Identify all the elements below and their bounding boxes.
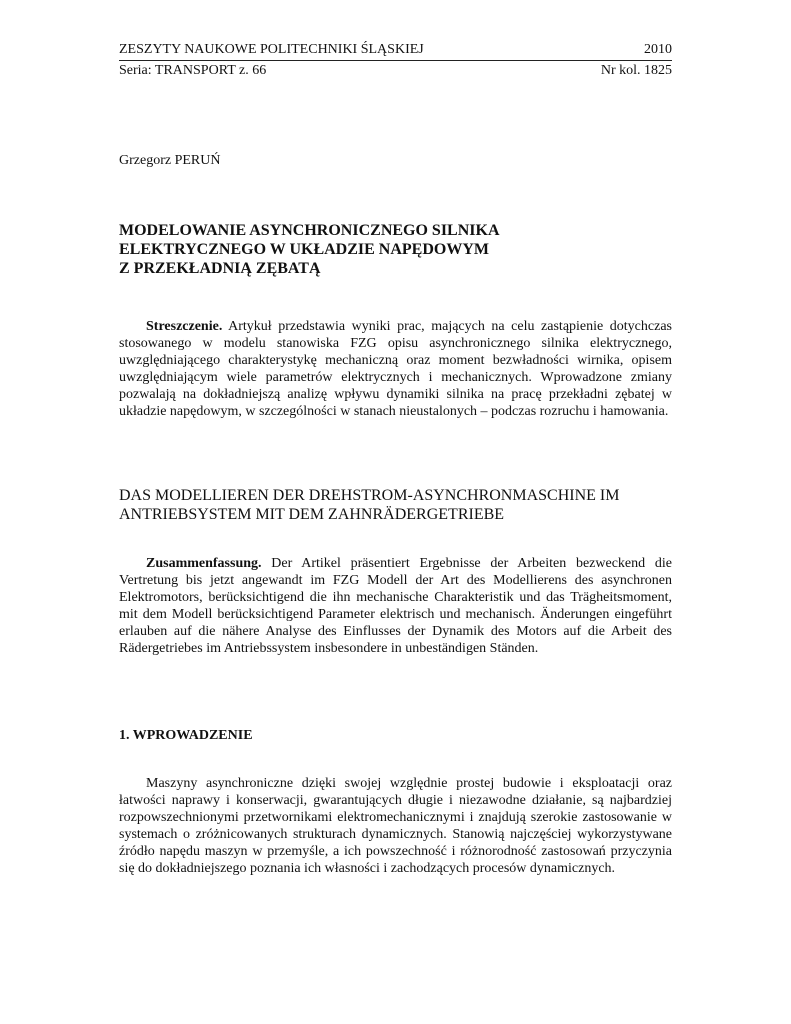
paper-title — [119, 221, 672, 278]
introduction-paragraph: Maszyny asynchroniczne dzięki swojej względnie prostej budowie i eksploatacji oraz łatwości naprawy i konserwacji, gwarantujących długie i niezawodne działanie, są najbardziej rozpowszechnionymi przetwornikami elektromechanicznymi i znajdują szerokie zastosowanie w systemach o zróżnicowanych strukturach dynamicznych. Stanowią najczęściej wykorzystywane źródło napędu maszyn w przemyśle, a ich powszechność i różnorodność zastosowań przyczynia się do dokładniejszego poznania ich własności i zachodzących procesów dynamicznych. — [119, 776, 672, 877]
series-label: Seria: TRANSPORT z. 66 — [119, 63, 267, 78]
german-title-line: DAS MODELLIEREN DER DREHSTROM-ASYNCHRONMASCHINE IM — [119, 487, 620, 504]
title-line: ELEKTRYCZNEGO W UKŁADZIE NAPĘDOWYM — [119, 241, 490, 258]
abstract-german — [119, 555, 672, 658]
zusammenfassung-label: Zusammenfassung. — [146, 556, 262, 571]
author-name: Grzegorz PERUŃ — [119, 153, 221, 168]
german-title — [119, 486, 679, 524]
abstract-label: Streszczenie. — [146, 319, 223, 334]
zusammenfassung-text: Der Artikel präsentiert Ergebnisse der Arbeiten bezweckend die Vertretung bis jetzt angewandt im FZG Modell der Art des Modellierens des asynchronen Elektromotors, berücksichtigend die ihn mechanische Charakteristik und das Trägheitsmoment, mit dem Modell berücksichtigend Parameter elektrisch und mechanisch. Änderungen eingeführt erlauben auf die nähere Analyse des Einflusses der Dynamik des Motors auf die Arbeit des Rädergetriebes im Antriebssystem insbesondere in unbeständigen Ständen. — [119, 556, 672, 657]
header-rule — [119, 60, 672, 61]
abstract-text: Artykuł przedstawia wyniki prac, mających na celu zastąpienie dotychczas stosowanego w modelu stanowiska FZG opisu asynchronicznego silnika elektrycznego, uwzględniającego charakterystykę mechaniczną oraz moment bezwładności wirnika, opisem uwzględniającym wiele parametrów elektrycznych i mechanicznych. Wprowadzone zmiany pozwalają na dokładniejszą analizę wpływu dynamiki silnika na pracę przekładni zębatej w układzie napędowym, w szczególności w stanach nieustalonych – podczas rozruchu i hamowania. — [119, 319, 672, 420]
issue-number: Nr kol. 1825 — [600, 63, 672, 78]
running-header — [119, 42, 672, 58]
series-line — [119, 63, 672, 79]
german-title-line: ANTRIEBSYSTEM MIT DEM ZAHNRÄDERGETRIEBE — [119, 506, 505, 523]
journal-year: 2010 — [644, 42, 672, 57]
journal-name: ZESZYTY NAUKOWE POLITECHNIKI ŚLĄSKIEJ — [119, 42, 424, 57]
abstract-polish — [119, 318, 672, 421]
title-line: Z PRZEKŁADNIĄ ZĘBATĄ — [119, 260, 321, 277]
section-heading: 1. WPROWADZENIE — [119, 728, 253, 743]
title-line: MODELOWANIE ASYNCHRONICZNEGO SILNIKA — [119, 222, 500, 239]
